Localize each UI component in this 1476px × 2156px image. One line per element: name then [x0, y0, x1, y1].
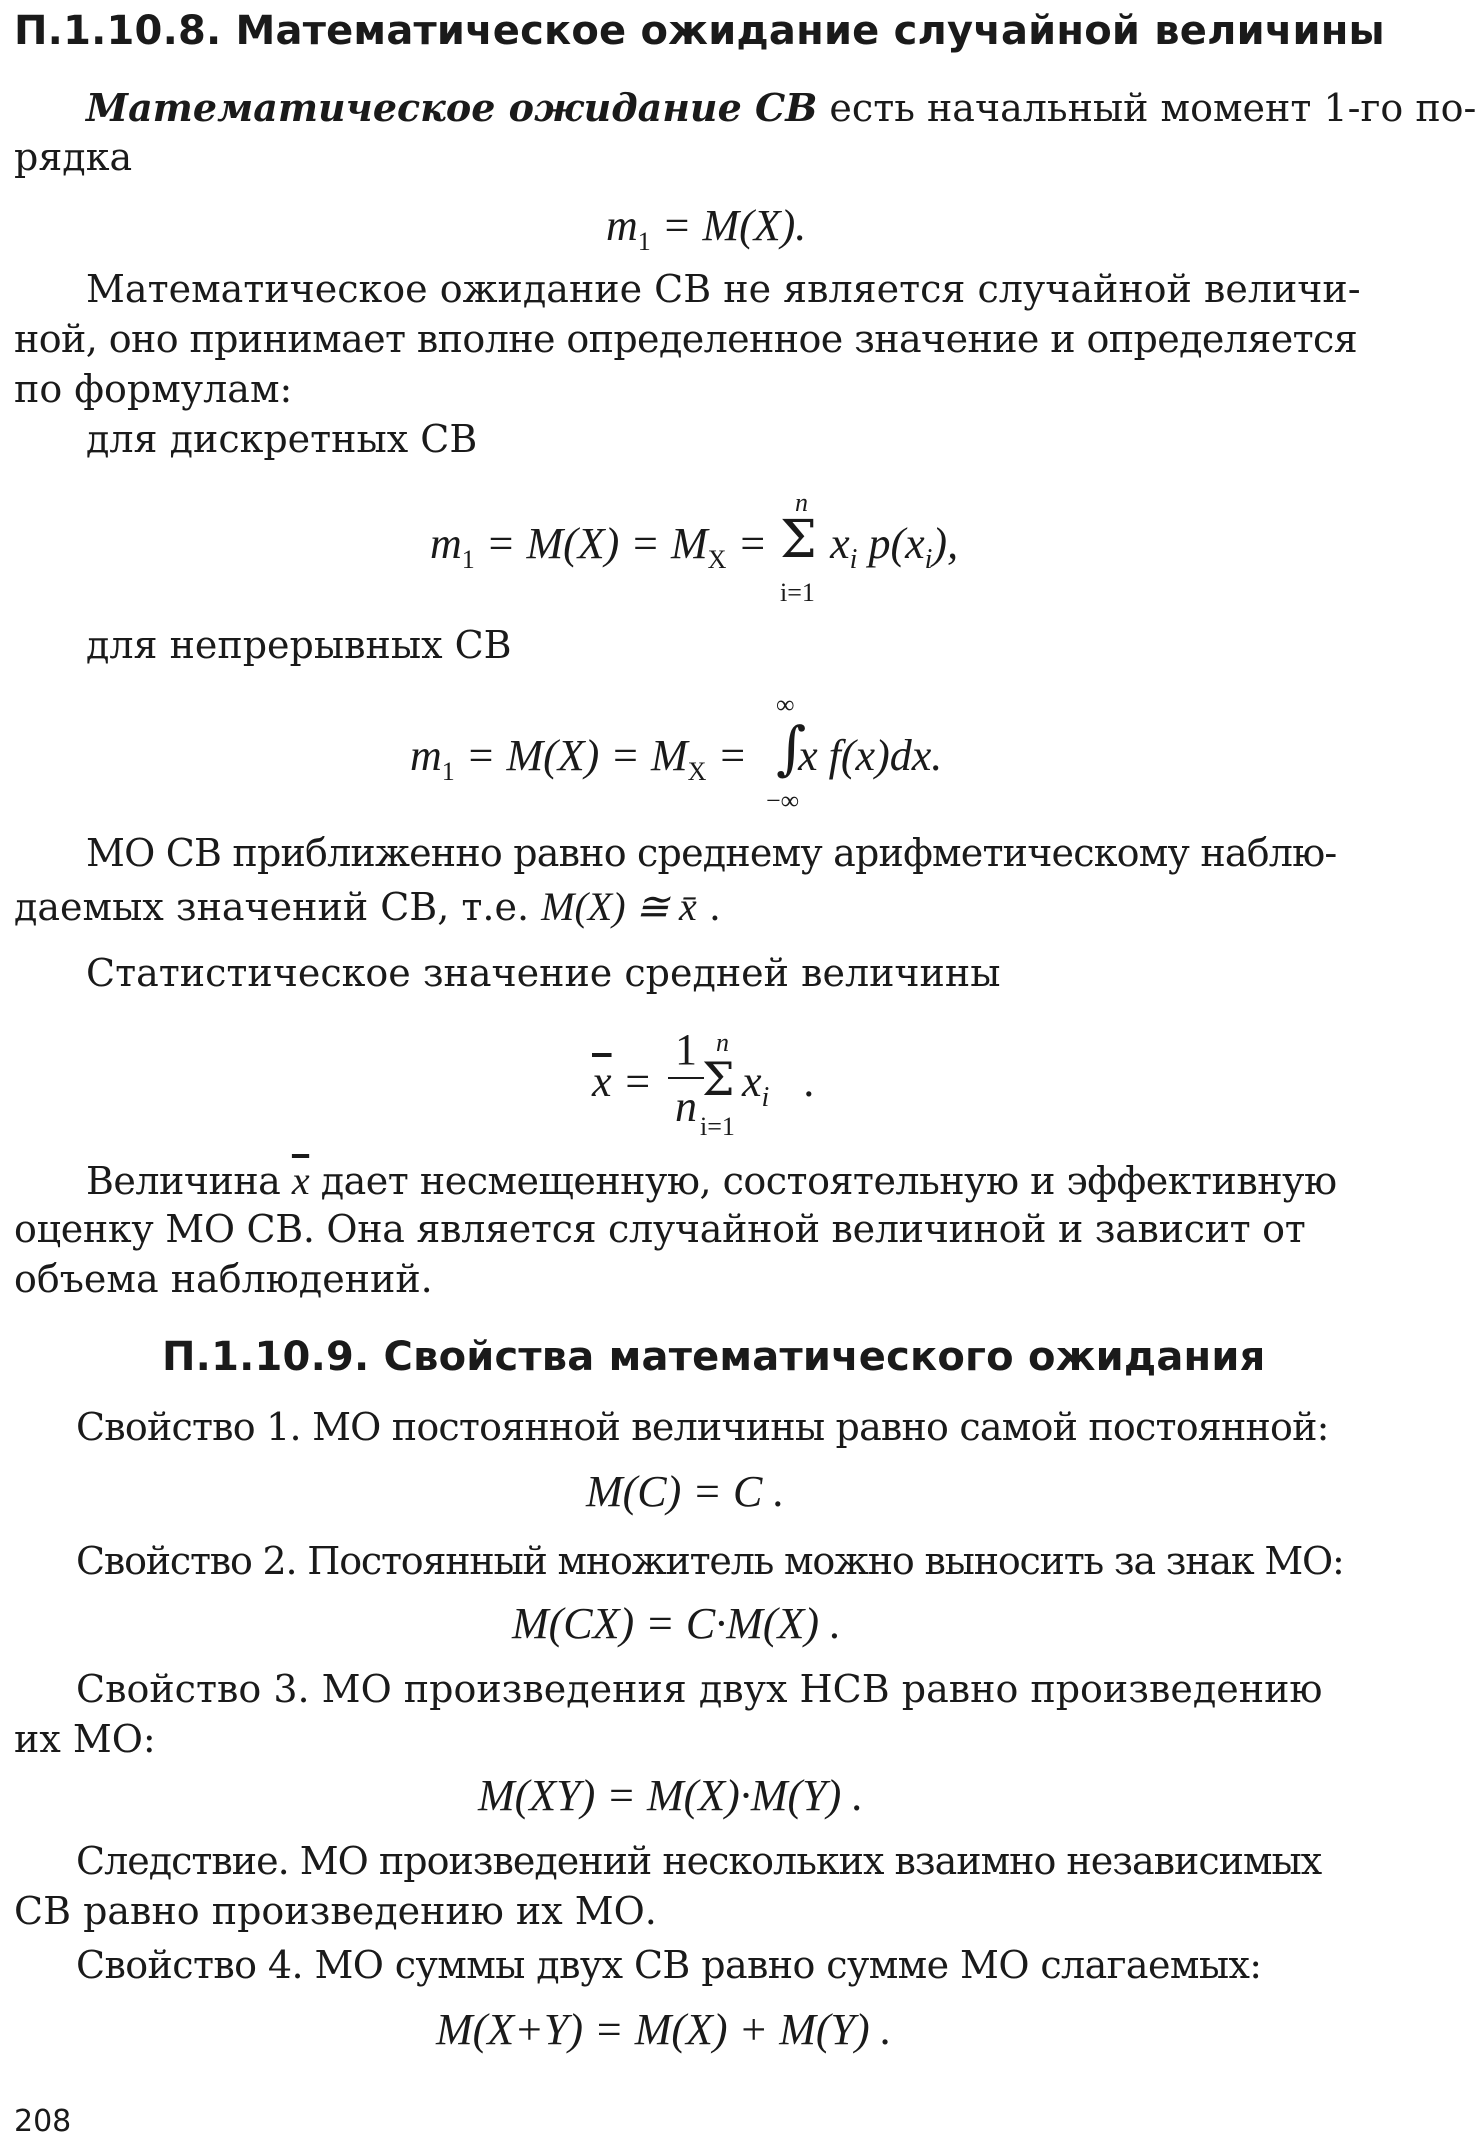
paragraph-line: МО СВ приближенно равно среднему арифметическому наблю-	[86, 831, 1337, 875]
paragraph-line	[14, 884, 721, 930]
formula-discrete-p-sub: i	[924, 544, 933, 575]
integral-lower-limit: −∞	[766, 786, 800, 815]
formula-mean-x: $\overline{x}$	[592, 1057, 612, 1106]
formula-discrete-m-sub: 1	[461, 545, 475, 574]
definition-term: Математическое ожидание СВ	[86, 85, 818, 130]
definition-text: есть начальный момент 1-го по-	[817, 86, 1476, 130]
formula-continuous-mx-sub: X	[687, 757, 707, 786]
sum-sign: Σ	[780, 510, 817, 570]
formula-property-3: M(XY) = M(X)·M(Y) .	[478, 1771, 864, 1820]
formula-discrete-mid: = M(X) = M	[474, 519, 708, 568]
definition-line	[86, 86, 1476, 131]
formula-property-4: M(X+Y) = M(X) + M(Y) .	[436, 2005, 892, 2054]
formula-discrete	[430, 518, 958, 576]
formula-mean-eq: =	[611, 1057, 653, 1106]
formula-continuous-mid: = M(X) = M	[454, 731, 688, 780]
formula-discrete-mx-sub: X	[707, 545, 727, 574]
integral-sign: ∫	[776, 714, 807, 782]
formula-mean-end: .	[793, 1057, 816, 1106]
paragraph-text: даемых значений СВ, т.е.	[14, 885, 542, 929]
property-2: Свойство 2. Постоянный множитель можно выносить за знак МО:	[76, 1539, 1344, 1583]
formula-continuous-m: m	[410, 731, 442, 780]
formula-continuous-m-sub: 1	[441, 757, 455, 786]
integral-upper-limit: ∞	[776, 690, 795, 719]
formula-m1-lhs: m	[606, 201, 638, 250]
formula-discrete-x-sub: i	[849, 544, 858, 575]
definition-cont: рядка	[14, 135, 133, 179]
property-3: Свойство 3. МО произведения двух НСВ равно произведению	[76, 1667, 1323, 1711]
corollary-cont: СВ равно произведению их МО.	[14, 1889, 657, 1933]
formula-property-2: M(CX) = C·M(X) .	[512, 1599, 842, 1648]
paragraph-text: Величина	[86, 1159, 292, 1203]
formula-discrete-eq: =	[726, 519, 779, 568]
paragraph-line	[86, 1158, 1337, 1204]
sum-lower-limit: i=1	[780, 578, 815, 607]
fraction-numerator: 1	[675, 1025, 697, 1074]
formula-discrete-x: x	[830, 519, 850, 568]
paragraph-line: оценку МО СВ. Она является случайной величиной и зависит от	[14, 1207, 1306, 1251]
fraction-denominator: n	[675, 1082, 697, 1131]
paragraph-line: Статистическое значение средней величины	[86, 951, 1001, 995]
formula-continuous	[410, 730, 942, 787]
section-heading-8: П.1.10.8. Математическое ожидание случайной величины	[14, 8, 1385, 54]
paragraph-line: объема наблюдений.	[14, 1257, 433, 1301]
inline-math-xbar: $\overline{x}$	[291, 1158, 310, 1203]
formula-mean-xi: x	[742, 1057, 762, 1106]
section-heading-9: П.1.10.9. Свойства математического ожидания	[162, 1334, 1266, 1380]
formula-mean-xi-sub: i	[761, 1082, 770, 1113]
paragraph-text: дает несмещенную, состоятельную и эффективную	[309, 1159, 1337, 1203]
paragraph-text: .	[696, 885, 721, 929]
fraction-one-over-n	[668, 1024, 704, 1132]
property-3-cont: их МО:	[14, 1717, 156, 1761]
page-number: 208	[14, 2104, 72, 2139]
formula-discrete-m: m	[430, 519, 462, 568]
formula-m1-rhs: = M(X).	[650, 201, 807, 250]
continuous-label: для непрерывных СВ	[86, 623, 512, 667]
formula-continuous-term: x f(x)dx.	[798, 731, 943, 780]
formula-property-1: M(C) = C .	[586, 1467, 785, 1516]
formula-mean	[592, 1056, 652, 1107]
formula-continuous-eq: =	[706, 731, 759, 780]
formula-mean-term	[742, 1056, 815, 1114]
formula-discrete-p: p(x	[857, 519, 925, 568]
fraction-bar	[668, 1077, 704, 1079]
property-1: Свойство 1. МО постоянной величины равно самой постоянной:	[76, 1405, 1329, 1449]
formula-discrete-end: ),	[932, 519, 959, 568]
inline-math: M(X) ≅ x̄	[541, 884, 697, 929]
paragraph-line: Математическое ожидание СВ не является случайной величи-	[86, 267, 1361, 311]
paragraph-line: по формулам:	[14, 367, 293, 411]
sum-sign: Σ	[702, 1052, 735, 1106]
sum-upper-limit: n	[716, 1028, 729, 1057]
property-4: Свойство 4. МО суммы двух СВ равно сумме МО слагаемых:	[76, 1943, 1262, 1987]
formula-m1	[606, 200, 806, 257]
paragraph-line: ной, оно принимает вполне определенное значение и определяется	[14, 317, 1358, 361]
formula-m1-sub: 1	[637, 227, 651, 256]
discrete-label: для дискретных СВ	[86, 417, 478, 461]
sum-upper-limit: n	[795, 488, 808, 517]
sum-lower-limit: i=1	[700, 1112, 735, 1141]
corollary: Следствие. МО произведений нескольких взаимно независимых	[76, 1839, 1322, 1883]
